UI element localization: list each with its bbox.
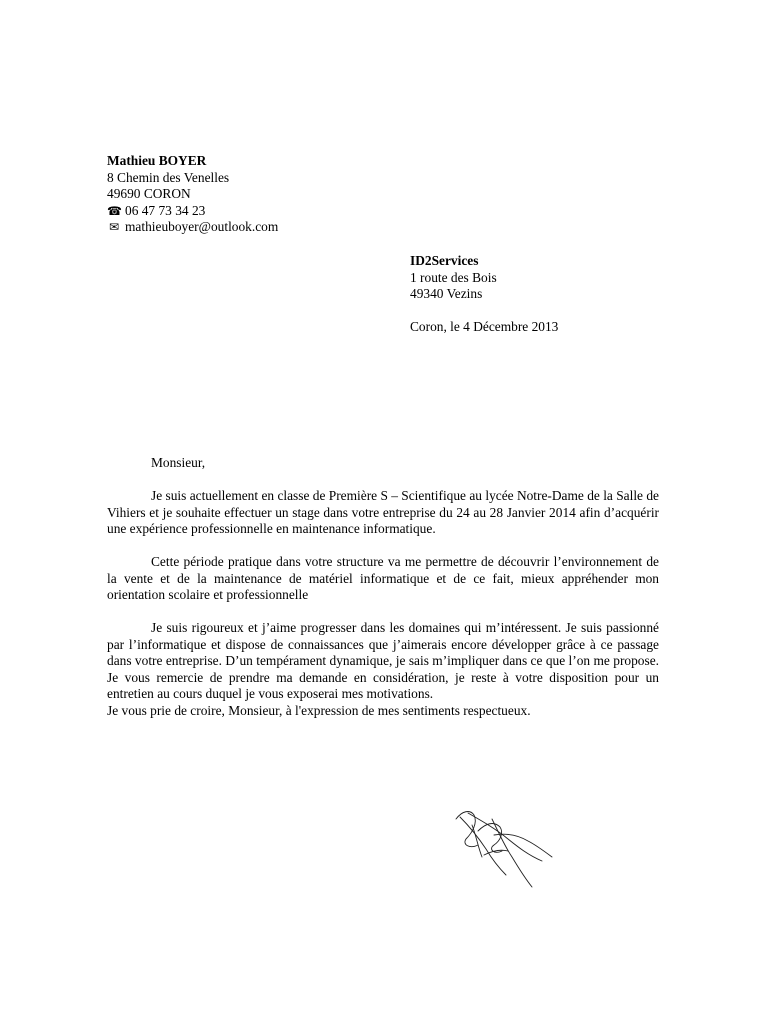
sender-street: 8 Chemin des Venelles: [107, 169, 230, 185]
letter-date: Coron, le 4 Décembre 2013: [410, 319, 559, 334]
sender-phone: 06 47 73 34 23: [125, 202, 206, 218]
letter-body: [107, 455, 659, 736]
sender-city: 49690 CORON: [107, 186, 191, 201]
recipient-block: [410, 253, 670, 303]
sender-email-line: [107, 219, 407, 236]
sender-block: [107, 153, 407, 236]
sender-email: mathieuboyer@outlook.com: [125, 219, 279, 234]
recipient-city: 49340 Vezins: [410, 286, 483, 301]
salutation: Monsieur,: [151, 455, 206, 470]
paragraph-2: Cette période pratique dans votre structure va me permettre de découvrir l’environnement de la vente et de la maintenance de matériel informatique et de ce fait, mieux appréhender mon orientation scolaire et professionnelle: [107, 554, 659, 602]
sender-name: Mathieu BOYER: [107, 153, 207, 168]
telephone-icon: ☎: [107, 203, 122, 218]
signature-image: [448, 805, 558, 890]
paragraph-1: Je suis actuellement en classe de Première S – Scientifique au lycée Notre-Dame de la Salle de Vihiers et je souhaite effectuer un stage dans votre entreprise du 24 au 28 Janvier 2014 afin d’acquérir une expérience professionnelle en maintenance informatique.: [107, 488, 659, 536]
envelope-icon: ✉: [108, 220, 120, 234]
paragraph-3-text: Je suis rigoureux et j’aime progresser dans les domaines qui m’intéressent. Je suis passionné par l’informatique et dispose de connaissances que j’aimerais encore développer grâce à ce passage dans votre entreprise. D’un tempérament dynamique, je sais m’impliquer dans ce que l’on me propose. Je vous remercie de prendre ma demande en considération, je reste à votre disposition pour un entretien au cours duquel je vous exposerai mes motivations.: [107, 620, 659, 701]
sender-phone-line: [107, 203, 407, 220]
paragraph-3: [107, 620, 659, 719]
recipient-street: 1 route des Bois: [410, 269, 497, 285]
recipient-company: ID2Services: [410, 253, 479, 268]
closing-sentence: Je vous prie de croire, Monsieur, à l'expression de mes sentiments respectueux.: [107, 702, 531, 718]
